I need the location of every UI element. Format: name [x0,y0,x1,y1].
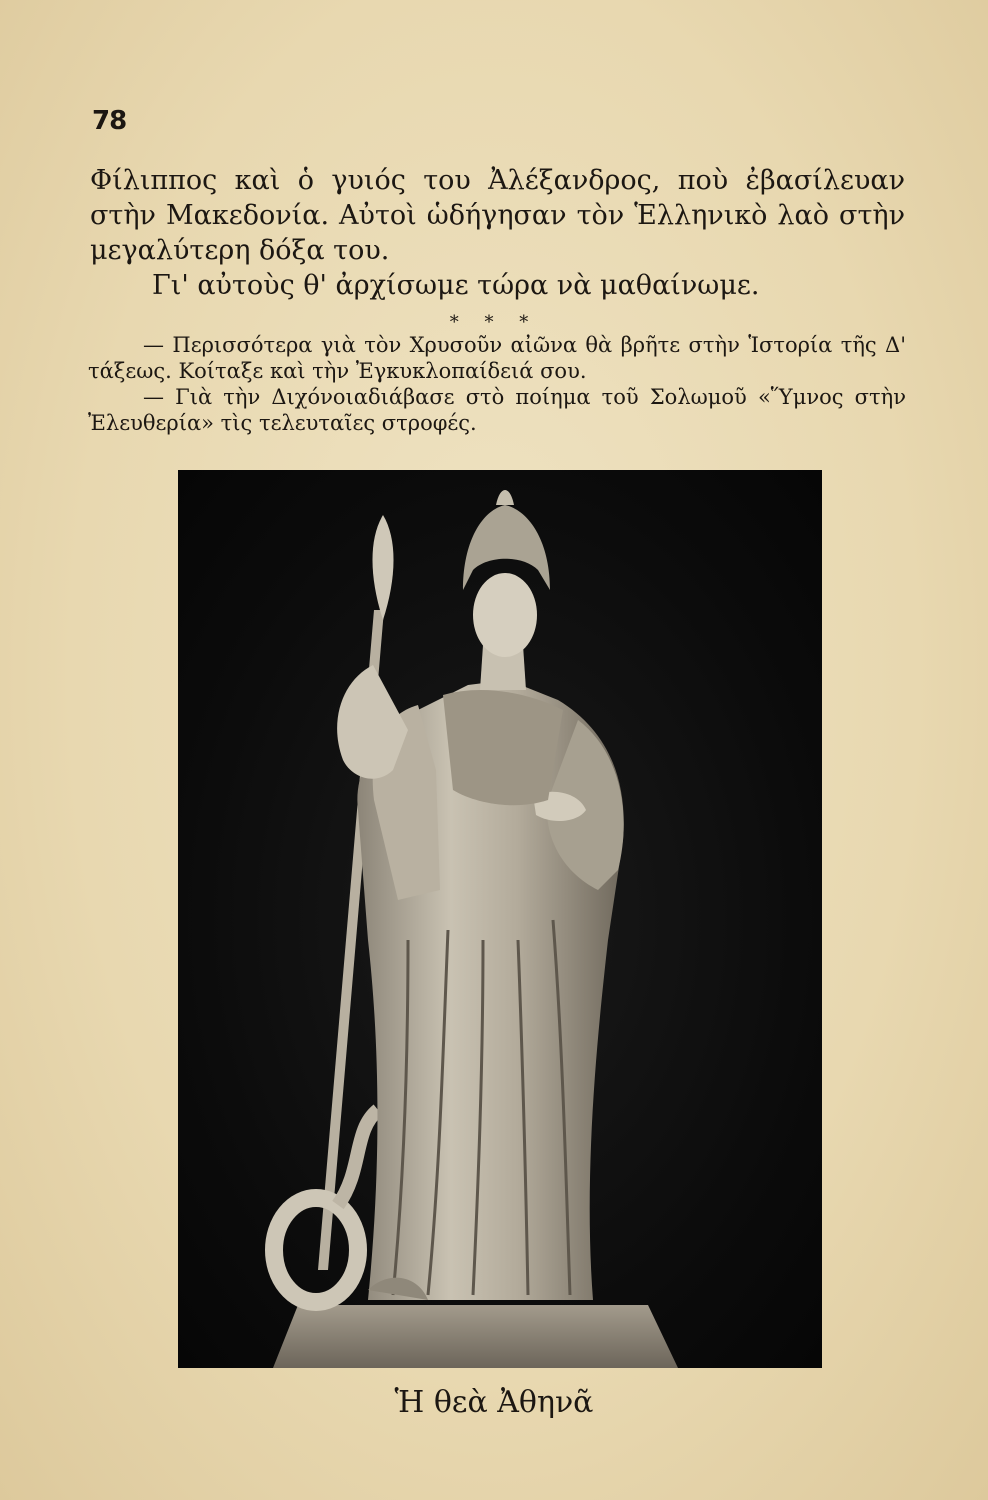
athena-statue-photo [178,470,822,1368]
main-text [90,163,905,303]
serpent-coil [274,1198,358,1302]
note-2: — Γιὰ τὴν Διχόνοιαδιάβασε στὸ ποίημα τοῦ Σολωμοῦ «Ὕμνος στὴν Ἐλευθερία» τὶς τελευταῖες στροφές. [88,385,906,435]
spear-head [372,515,393,620]
face [473,573,537,657]
statue-illustration [178,470,822,1368]
figure-caption: Ἡ θεὰ Ἀθηνᾶ [394,1385,594,1420]
aegis [443,690,563,805]
page-number: 78 [92,106,127,136]
notes [88,332,906,436]
note-1: — Περισσότερα γιὰ τὸν Χρυσοῦν αἰῶνα θὰ βρῆτε στὴν Ἱστορία τῆς Δ' τάξεως. Κοίταξε καὶ τὴν Ἐγκυκλοπαίδειά σου. [88,333,906,383]
paragraph-2: Γι' αὐτοὺς θ' ἀρχίσωμε τώρα νὰ μαθαίνωμε. [152,270,760,301]
helmet-crest [496,490,514,505]
serpent-body [338,1110,378,1205]
paragraph-1: Φίλιππος καὶ ὁ γυιός του Ἀλέξανδρος, ποὺ ἐβασίλευαν στὴν Μακεδονία. Αὐτοὶ ὡδήγησαν τὸν Ἑλληνικὸ λαὸ στὴν μεγαλύτερη δόξα του. [90,165,905,266]
section-separator: * * * [449,312,539,333]
pedestal [273,1305,678,1368]
